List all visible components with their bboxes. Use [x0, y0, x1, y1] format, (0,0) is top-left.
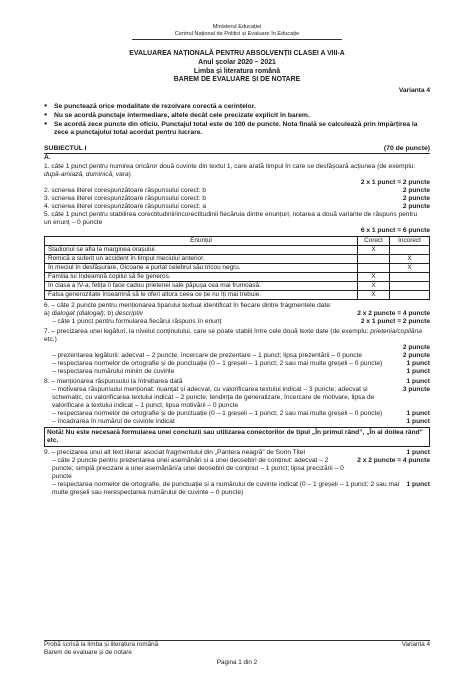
- section-title: SUBIECTUL I: [44, 145, 87, 153]
- question-7: [44, 328, 430, 376]
- question-8-text-2: – motivarea răspunsului menționat: nuanțat și adecvat, cu valorificarea textului indicat – 3 puncte; adecvat și schematic, cu valorificarea textului indicat – 2 puncte; tendința de generalizare, încercare de motivare, lipsa de valorificare a textului indicat – 1 punct; lipsa motivării – 0 puncte: [52, 386, 375, 410]
- question-7-score-1-row: [44, 344, 430, 352]
- q1-text-a: 1. câte 1 punct pentru numirea oricăror două cuvinte din textul 1, care arată timpul în care se desfășoară acțiunea (de exemplu:: [44, 162, 416, 170]
- question-3: [44, 195, 430, 203]
- q7-example: prietenia/copilăria: [370, 327, 422, 335]
- q1-examples: după-amiază, duminică, vara: [44, 170, 129, 178]
- question-7-text: [44, 328, 430, 344]
- question-9-score-2: 2 x 2 puncte = 4 puncte: [357, 457, 430, 465]
- part-a-label: A.: [44, 154, 51, 162]
- correct-cell: X: [358, 245, 390, 254]
- question-4-text: 4. scrierea literei corespunzătoare răspunsului corect: a: [44, 202, 206, 210]
- question-9-score-1: 1 punct: [406, 449, 430, 457]
- q7-text-end: etc.): [44, 335, 57, 343]
- question-8-score-2: 3 puncte: [402, 386, 430, 394]
- correct-cell: X: [358, 272, 390, 281]
- question-6-score-1: 2 x 2 puncte = 4 puncte: [357, 309, 430, 317]
- question-8-row-1: [44, 378, 430, 386]
- footer-row-1: [44, 641, 430, 649]
- question-8-score-4: 1 punct: [406, 418, 430, 426]
- table-row: [45, 245, 430, 254]
- question-8-score-1: 1 punct: [406, 378, 430, 386]
- question-1-score: 2 x 1 punct = 2 puncte: [360, 178, 430, 186]
- statement-cell: Familia lui Îndeamnă copilul să fie generos.: [45, 272, 358, 281]
- table-row: [45, 272, 430, 281]
- footer-barem-name: Barem de evaluare și de notare: [44, 648, 132, 656]
- question-1: [44, 163, 430, 179]
- section-points: (70 de puncte): [383, 145, 430, 153]
- question-8: [44, 378, 430, 447]
- question-9-text-3: – respectarea normelor de ortografie, de punctuație și a numărului de cuvinte indicat (0 – 1 greșeli – 1 punct; 2 sau mai multe greșeli sau nerespectarea numărului de cuvinte – 0 puncte): [52, 481, 400, 497]
- incorrect-cell: [390, 281, 430, 290]
- question-1-text: [44, 163, 430, 179]
- question-7-text-2: – prezentarea legăturii: adecvat – 2 puncte; încercare de prezentare – 1 punct; lipsa prezentării – 0 puncte: [52, 351, 363, 359]
- table-header-row: [45, 236, 430, 245]
- statement-cell: Falsa generozitate înseamnă să le oferi altora ceea ce ție nu îți mai trebuie.: [45, 290, 358, 299]
- question-7-score-1: 2 puncte: [402, 343, 430, 351]
- question-2: [44, 187, 430, 195]
- question-5: [44, 211, 430, 227]
- table-row: [45, 254, 430, 263]
- instruction-item: ● Se punctează orice modalitate de rezolvare corectă a cerințelor.: [44, 103, 430, 111]
- instructions-list: [44, 103, 430, 137]
- instruction-item: ● Nu se acordă punctaje intermediare, altele decât cele precizate explicit în barem.: [44, 112, 430, 120]
- question-1-score-row: [44, 179, 430, 187]
- question-5-score: 6 x 1 punct = 6 puncte: [360, 226, 430, 234]
- statements-table: [44, 236, 430, 300]
- document-header: [44, 24, 430, 40]
- question-2-text: 2. scrierea literei corespunzătoare răspunsului corect: b: [44, 186, 206, 194]
- table-row: [45, 263, 430, 272]
- question-8-text-4: – încadrarea în numărul de cuvinte indicat: [52, 418, 175, 426]
- correct-cell: X: [358, 290, 390, 299]
- title-line-3: Limba și literatura română: [193, 67, 281, 75]
- question-5-score-row: [44, 227, 430, 235]
- question-3-score: 2 puncte: [402, 194, 430, 202]
- statement-cell: Romică a suferit un accident în timpul meciului anterior.: [45, 254, 358, 263]
- question-8-row-3: [44, 410, 430, 418]
- table-row: [45, 281, 430, 290]
- question-6-text: 6. – câte 2 puncte pentru menționarea tiparului textual identificat în fiecare dintre fragmentele date:: [44, 301, 332, 309]
- question-9-text-2: – câte 2 puncte pentru prezentarea unei asemănări și a unei deosebiri de conținut: adecvat – 2 puncte; simplă precizare a unei asemănări/a unei deosebiri de conținut – 1 punct; lipsa precizării – 0 puncte: [52, 457, 344, 481]
- question-7-row-4: [44, 368, 430, 376]
- question-9-score-3: 1 punct: [406, 481, 430, 489]
- question-6-row-2: [44, 318, 430, 326]
- question-2-score: 2 puncte: [402, 186, 430, 194]
- question-6: [44, 302, 430, 326]
- question-7-text-3: – respectarea normelor de ortografie și de punctuație (0 – 1 greșeli – 1 punct; 2 sau mai multe greșeli – 0 puncte): [52, 360, 383, 367]
- title-line-4: BAREM DE EVALUARE ȘI DE NOTARE: [173, 76, 301, 84]
- question-6-score-2: 2 x 1 punct = 2 puncte: [360, 317, 430, 325]
- question-7-text-4: – respectarea numărului minim de cuvinte: [52, 368, 175, 376]
- header-rule: [132, 39, 342, 40]
- question-8-score-3: 1 punct: [406, 410, 430, 418]
- q6-answer-b: descriptiv: [115, 309, 143, 317]
- question-9: [44, 449, 430, 497]
- question-7-score-4: 1 punct: [406, 368, 430, 376]
- statement-cell: În clasa a IV-a, fetița îi face cadou prietenei sale păpușa cea mai frumoasă.: [45, 281, 358, 290]
- q6-label-b: ; b): [103, 309, 116, 317]
- variant-label: Varianta 4: [398, 87, 430, 95]
- statement-cell: Stadionul se afla la marginea orașului.: [45, 245, 358, 254]
- q7-text: 7. – precizarea unei legături, la nivelul conținutului, care se poate stabili între cele două texte date (de exemplu:: [44, 327, 371, 335]
- q6-label-a: a): [44, 309, 52, 317]
- title-line-1: EVALUAREA NAȚIONALĂ PENTRU ABSOLVENȚII CLASEI A VIII-A: [129, 49, 345, 57]
- question-4-score: 2 puncte: [402, 202, 430, 210]
- question-6-answers: [44, 310, 357, 318]
- incorrect-cell: [390, 272, 430, 281]
- note-box: Notă! Nu este necesară formularea unei concluzii sau utilizarea conectorilor de tipul „În primul rând”, „În al doilea rând” etc.: [44, 427, 430, 447]
- question-3-text: 3. scrierea literei corespunzătoare răspunsului corect: b: [44, 194, 206, 202]
- document-footer: [44, 637, 430, 656]
- center-name: Centrul Național de Politici și Evaluare în Educație: [174, 30, 300, 37]
- question-8-text: 8. – menționarea răspunsului la întrebarea dată: [44, 378, 183, 386]
- question-7-row-3: [44, 360, 430, 368]
- question-9-row-2: [44, 457, 430, 481]
- question-4: [44, 203, 430, 211]
- header-incorrect: Incorect: [390, 236, 430, 245]
- header-correct: Corect: [358, 236, 390, 245]
- question-6-text-2: – câte 1 punct pentru formularea fiecărui răspuns în enunț: [52, 317, 222, 325]
- q1-text-b: ): [128, 170, 131, 178]
- incorrect-cell: [390, 290, 430, 299]
- q6-answer-a: dialogat (dialogal): [51, 309, 104, 317]
- incorrect-cell: X: [390, 254, 430, 263]
- question-6-answers-row: [44, 310, 430, 318]
- footer-variant: Varianta 4: [401, 641, 430, 648]
- statement-cell: În meciul în desfășurare, Gicoane a purtat celebrul său tricou negru.: [45, 263, 358, 272]
- question-7-score-3: 1 punct: [406, 360, 430, 367]
- question-9-row-3: [44, 481, 430, 497]
- question-7-score-2: 2 puncte: [402, 351, 430, 359]
- question-8-row-2: [44, 386, 430, 410]
- instruction-item: ● Se acordă zece puncte din oficiu. Punctajul total este de 100 de puncte. Nota finală se calculează prin împărțirea la zece a punctajului total acordat pentru lucrare.: [44, 121, 430, 137]
- question-8-text-3: – respectarea normelor de ortografie și de punctuație (0 – 1 greșeli – 1 punct; 2 sau mai multe greșeli – 0 puncte): [52, 410, 383, 418]
- title-line-2: Anul școlar 2020 – 2021: [198, 58, 276, 66]
- page-number: Pagina 1 din 2: [216, 659, 258, 666]
- question-7-row-2: [44, 352, 430, 360]
- header-statement: Enunțul: [45, 236, 358, 245]
- correct-cell: [358, 254, 390, 263]
- incorrect-cell: X: [390, 263, 430, 272]
- question-9-row-1: [44, 449, 430, 457]
- ministry-name: Ministerul Educației: [212, 24, 262, 30]
- question-5-text: 5. câte 1 punct pentru stabilirea corectitudinii/incorectitudinii fiecăruia dintre enunțuri; notarea a două variante de răspuns pentru un enunț – 0 puncte: [44, 210, 418, 226]
- incorrect-cell: [390, 245, 430, 254]
- correct-cell: [358, 263, 390, 272]
- document-title: [44, 50, 430, 85]
- footer-exam-name: Probă scrisă la limba și literatura română: [44, 641, 159, 648]
- question-9-text: 9. – precizarea unui alt text literar asociat fragmentului din „Pantera neagră” de Sorin Titel: [44, 449, 305, 457]
- question-8-row-4: [44, 418, 430, 426]
- correct-cell: X: [358, 281, 390, 290]
- table-row: [45, 290, 430, 299]
- section-heading: [44, 145, 430, 154]
